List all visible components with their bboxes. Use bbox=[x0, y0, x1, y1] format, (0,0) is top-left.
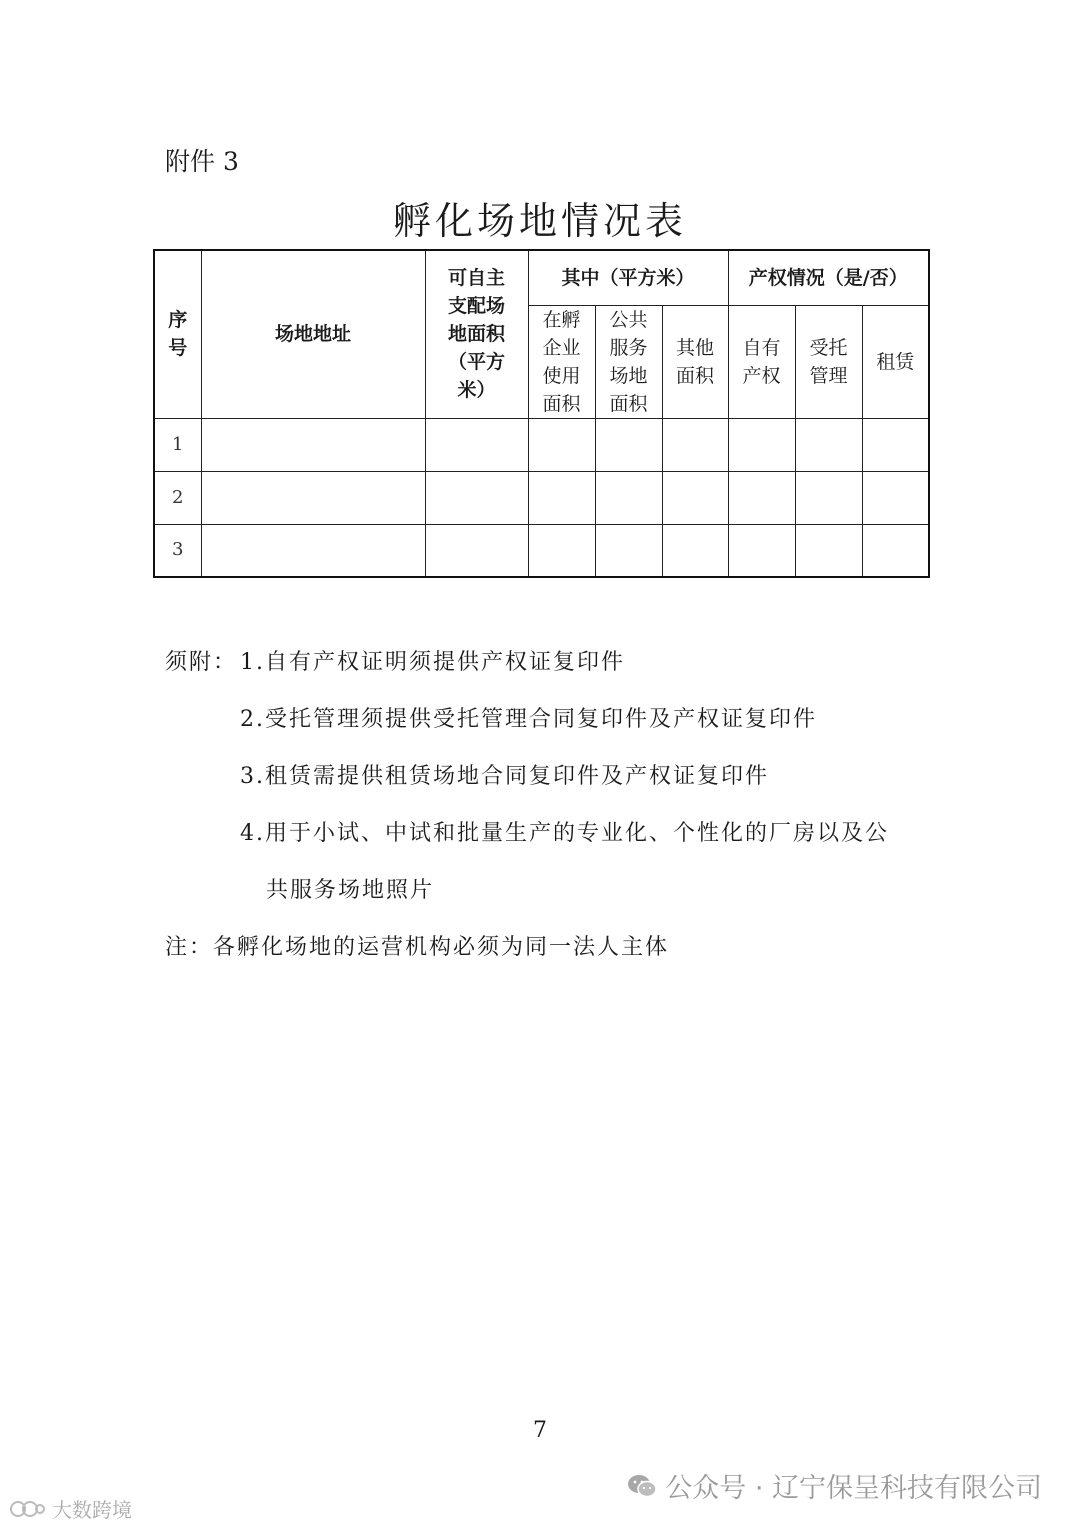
watermark-text: 公众号 · 辽宁保呈科技有限公司 bbox=[665, 1473, 1042, 1504]
remark: 注：各孵化场地的运营机构必须为同一法人主体 bbox=[165, 935, 670, 960]
attachment-label: 附件 3 bbox=[165, 147, 239, 176]
watermark bbox=[627, 1466, 1042, 1505]
table-row bbox=[154, 471, 929, 524]
header-other-area: 其他面积 bbox=[662, 305, 728, 418]
header-self-owned: 自有产权 bbox=[728, 305, 795, 418]
header-ownership: 产权情况（是/否） bbox=[728, 250, 929, 305]
header-of-which: 其中（平方米） bbox=[528, 250, 728, 305]
corner-mark bbox=[8, 1494, 132, 1523]
row-seq: 3 bbox=[154, 524, 201, 577]
header-address: 场地地址 bbox=[201, 250, 425, 418]
header-area: 可自主支配场地面积（平方米） bbox=[425, 250, 528, 418]
table-row bbox=[154, 418, 929, 471]
header-entrusted: 受托管理 bbox=[795, 305, 862, 418]
logo-icon bbox=[8, 1497, 48, 1521]
table-row bbox=[154, 524, 929, 577]
note-item: 2.受托管理须提供受托管理合同复印件及产权证复印件 bbox=[240, 707, 817, 732]
row-seq: 1 bbox=[154, 418, 201, 471]
page-number: 7 bbox=[533, 1418, 547, 1443]
venue-table bbox=[153, 249, 930, 578]
row-seq: 2 bbox=[154, 471, 201, 524]
header-public-service-area: 公共服务场地面积 bbox=[595, 305, 662, 418]
note-item: 1.自有产权证明须提供产权证复印件 bbox=[240, 650, 625, 675]
wechat-icon bbox=[627, 1473, 657, 1499]
note-item: 共服务场地照片 bbox=[266, 878, 435, 903]
header-lease: 租赁 bbox=[862, 305, 929, 418]
header-incubating-area: 在孵企业使用面积 bbox=[528, 305, 595, 418]
notes-prefix: 须附： bbox=[165, 650, 238, 675]
note-item: 4.用于小试、中试和批量生产的专业化、个性化的厂房以及公 bbox=[240, 821, 889, 846]
header-seq: 序号 bbox=[154, 250, 201, 418]
corner-mark-text: 大数跨境 bbox=[52, 1498, 132, 1522]
note-item: 3.租赁需提供租赁场地合同复印件及产权证复印件 bbox=[240, 764, 769, 789]
document-title: 孵化场地情况表 bbox=[392, 199, 687, 243]
